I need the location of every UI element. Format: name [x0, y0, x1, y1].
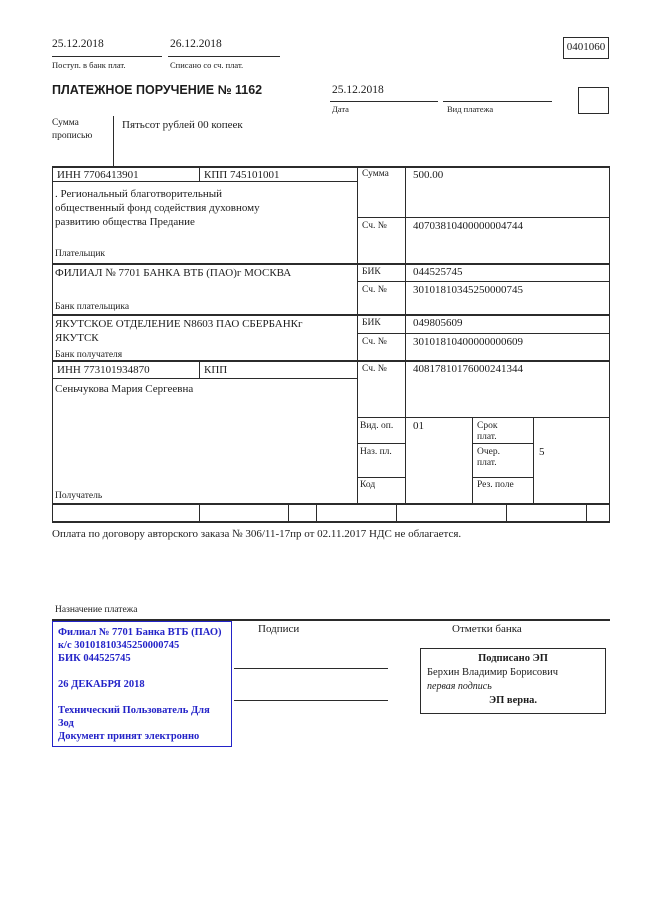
op-grid-line1b — [472, 443, 533, 444]
table-bottom-line — [52, 503, 610, 505]
date-label: Дата — [332, 104, 349, 114]
payer-bank-bik-label: БИК — [362, 267, 381, 277]
pay-term-label-line1: Срок — [477, 421, 498, 431]
payee-name: Сеньчукова Мария Сергеевна — [55, 383, 194, 395]
strip-divider-5 — [506, 503, 507, 521]
payment-type-underline — [443, 101, 552, 102]
esign-footer: ЭП верна. — [488, 695, 537, 706]
payment-type-label: Вид платежа — [447, 104, 494, 114]
priority-label-line2: плат. — [477, 458, 497, 468]
payee-label: Получатель — [55, 491, 103, 501]
signatures-label: Подписи — [258, 623, 300, 635]
label-value-divider — [405, 166, 406, 503]
op-grid-line2a — [357, 477, 405, 478]
sum-row-line — [357, 217, 610, 218]
payer-separator-line — [52, 263, 610, 265]
payee-bank-account-value: 30101810400000000609 — [413, 336, 523, 348]
stamp-line-3: БИК 044525745 — [58, 653, 131, 664]
op-type-label: Вид. оп. — [360, 421, 394, 431]
payee-account-label: Сч. № — [362, 364, 387, 374]
payer-bank-account-label: Сч. № — [362, 285, 387, 295]
payee-bank-name-line2: ЯКУТСК — [55, 332, 99, 344]
table-left-border — [52, 166, 53, 521]
strip-divider-3 — [316, 503, 317, 521]
bank-stamp-box — [52, 621, 232, 747]
payer-bank-name: ФИЛИАЛ № 7701 БАНКА ВТБ (ПАО)г МОСКВА — [55, 267, 292, 279]
payee-kpp-label: КПП — [204, 364, 228, 376]
op-grid-divider2 — [533, 417, 534, 503]
op-grid-line1a — [357, 443, 405, 444]
received-date-underline — [52, 56, 162, 57]
debited-date-underline — [168, 56, 280, 57]
stamp-line-7: Документ принят электронно — [58, 731, 200, 742]
payee-bank-name-line1: ЯКУТСКОЕ ОТДЕЛЕНИЕ N8603 ПАО СБЕРБАНКг — [55, 318, 303, 330]
form-code: 0401060 — [566, 41, 606, 53]
amount-words-label-line1: Сумма — [52, 118, 79, 128]
sum-value: 500.00 — [413, 169, 444, 181]
op-grid-line2b — [472, 477, 533, 478]
document-date: 25.12.2018 — [332, 84, 384, 96]
bik1-row-line — [357, 281, 610, 282]
payee-inn: ИНН 773101934870 — [57, 364, 150, 376]
signature-line-2 — [234, 700, 388, 701]
payer-bank-account-value: 30101810345250000745 — [413, 284, 523, 296]
table-mid-divider — [357, 166, 358, 503]
form-code-box — [563, 37, 609, 59]
payer-bank-label: Банк плательщика — [55, 302, 130, 312]
table-right-border — [609, 166, 610, 521]
payer-account-label: Сч. № — [362, 221, 387, 231]
priority-label-line1: Очер. — [477, 447, 500, 457]
inn2-row-line — [52, 378, 357, 379]
payment-type-box — [578, 87, 609, 114]
table-top-line — [52, 166, 610, 168]
payee-bank-label: Банк получателя — [55, 350, 123, 360]
signature-line-1 — [234, 668, 388, 669]
esign-subtitle: первая подпись — [427, 681, 492, 692]
payment-purpose-text: Оплата по договору авторского заказа № 306/11-17пр от 02.11.2017 НДС не облагается. — [52, 528, 462, 540]
bank-marks-label: Отметки банка — [452, 623, 522, 635]
sum-label: Сумма — [362, 169, 389, 179]
code-label: Код — [360, 480, 376, 490]
payer-bank-separator-line — [52, 314, 610, 316]
debited-date-label: Списано со сч. плат. — [170, 60, 244, 70]
bik2-row-line — [357, 333, 610, 334]
strip-divider-6 — [586, 503, 587, 521]
stamp-line-5: Технический Пользователь Для — [58, 705, 210, 716]
date-underline — [330, 101, 438, 102]
pay-term-label-line2: плат. — [477, 432, 497, 442]
op-type-value: 01 — [413, 420, 424, 432]
purpose-code-label: Наз. пл. — [360, 447, 392, 457]
payer-bank-bik-value: 044525745 — [413, 266, 463, 278]
strip-bottom-line — [52, 521, 610, 523]
stamp-line-1: Филиал № 7701 Банка ВТБ (ПАО) — [58, 627, 222, 638]
stamp-line-4: 26 ДЕКАБРЯ 2018 — [58, 679, 145, 690]
payer-account-value: 40703810400000004744 — [413, 220, 523, 232]
inn-kpp-divider1 — [199, 166, 200, 181]
payee-bank-bik-value: 049805609 — [413, 317, 463, 329]
payee-bank-bik-label: БИК — [362, 318, 381, 328]
inn-kpp-divider2 — [199, 360, 200, 378]
op-grid-divider1 — [472, 417, 473, 503]
payment-purpose-label: Назначение платежа — [55, 605, 138, 615]
amount-in-words: Пятьсот рублей 00 копеек — [122, 119, 243, 131]
payee-account-value: 40817810176000241344 — [413, 363, 523, 375]
debited-date: 26.12.2018 — [170, 38, 222, 50]
received-date: 25.12.2018 — [52, 38, 104, 50]
stamp-line-6: Зод — [58, 718, 74, 729]
payer-name-line3: развитию общества Предание — [55, 216, 195, 228]
payer-label: Плательщик — [55, 249, 106, 259]
payer-kpp: КПП 745101001 — [204, 169, 280, 181]
document-title: ПЛАТЕЖНОЕ ПОРУЧЕНИЕ № 1162 — [52, 83, 263, 97]
amount-words-divider — [113, 116, 114, 166]
payer-name-line1: . Региональный благотворительный — [55, 188, 222, 200]
strip-divider-1 — [199, 503, 200, 521]
payee-bank-separator-line — [52, 360, 610, 362]
stamp-line-2: к/с 30101810345250000745 — [58, 640, 180, 651]
inn-row-line — [52, 181, 357, 182]
payer-inn: ИНН 7706413901 — [57, 169, 139, 181]
priority-value: 5 — [539, 446, 545, 458]
received-date-label: Поступ. в банк плат. — [52, 60, 126, 70]
amount-words-label-line2: прописью — [52, 131, 93, 141]
esign-title: Подписано ЭП — [478, 653, 548, 664]
op-grid-top-line — [357, 417, 610, 418]
esign-signer-name: Берхин Владимир Борисович — [427, 667, 558, 678]
payer-name-line2: общественный фонд содействия духовному — [55, 202, 260, 214]
strip-divider-2 — [288, 503, 289, 521]
strip-divider-4 — [396, 503, 397, 521]
reserve-field-label: Рез. поле — [477, 480, 514, 490]
payee-bank-account-label: Сч. № — [362, 337, 387, 347]
esign-box — [420, 648, 606, 714]
